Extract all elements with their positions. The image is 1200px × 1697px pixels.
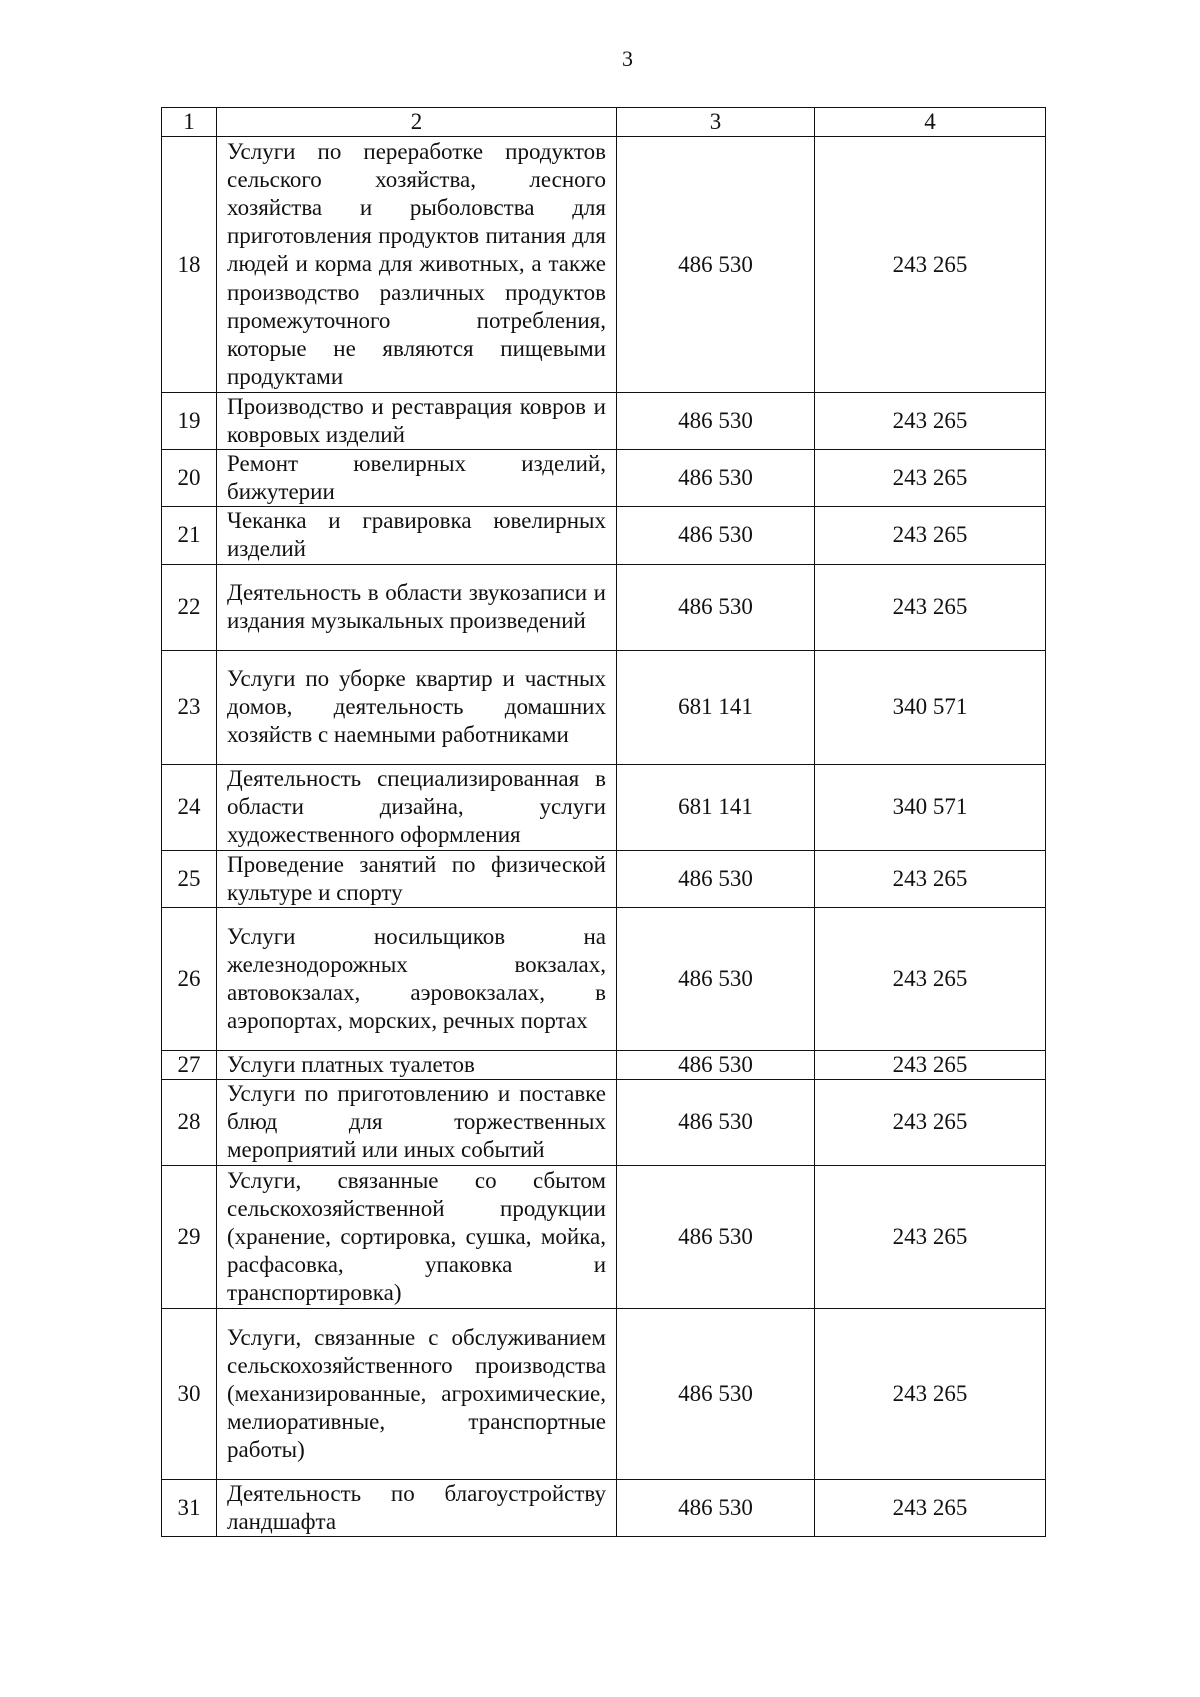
amount-col4: 243 265 bbox=[815, 393, 1046, 450]
amount-col4: 243 265 bbox=[815, 137, 1046, 393]
service-description: Услуги, связанные с обслуживанием сельскохозяйственного производства (механизированные, агрохимические, мелиоративные, транспортные работы) bbox=[217, 1308, 617, 1479]
amount-col3: 486 530 bbox=[617, 137, 815, 393]
table-row bbox=[162, 650, 1046, 764]
amount-col4: 243 265 bbox=[815, 1050, 1046, 1079]
service-description: Услуги, связанные со сбытом сельскохозяйственной продукции (хранение, сортировка, сушка, мойка, расфасовка, упаковка и транспортировка) bbox=[217, 1165, 617, 1308]
amount-col4: 243 265 bbox=[815, 564, 1046, 650]
row-number: 22 bbox=[162, 564, 217, 650]
table-row bbox=[162, 1479, 1046, 1536]
amount-col4: 243 265 bbox=[815, 507, 1046, 564]
amount-col4: 243 265 bbox=[815, 1308, 1046, 1479]
amount-col3: 681 141 bbox=[617, 650, 815, 764]
table-row bbox=[162, 507, 1046, 564]
header-cell-3: 3 bbox=[617, 108, 815, 137]
amount-col3: 486 530 bbox=[617, 1079, 815, 1165]
table-row bbox=[162, 764, 1046, 850]
row-number: 29 bbox=[162, 1165, 217, 1308]
amount-col3: 486 530 bbox=[617, 1308, 815, 1479]
header-cell-1: 1 bbox=[162, 108, 217, 137]
service-description: Услуги по уборке квартир и частных домов, деятельность домашних хозяйств с наемными работниками bbox=[217, 650, 617, 764]
amount-col3: 486 530 bbox=[617, 850, 815, 907]
table-row bbox=[162, 1308, 1046, 1479]
row-number: 26 bbox=[162, 907, 217, 1050]
table-row bbox=[162, 137, 1046, 393]
service-description: Производство и реставрация ковров и ковровых изделий bbox=[217, 393, 617, 450]
table-row bbox=[162, 1079, 1046, 1165]
service-description: Ремонт ювелирных изделий, бижутерии bbox=[217, 450, 617, 507]
amount-col3: 486 530 bbox=[617, 393, 815, 450]
amount-col3: 486 530 bbox=[617, 564, 815, 650]
row-number: 23 bbox=[162, 650, 217, 764]
amount-col4: 243 265 bbox=[815, 450, 1046, 507]
amount-col4: 243 265 bbox=[815, 907, 1046, 1050]
amount-col4: 243 265 bbox=[815, 1165, 1046, 1308]
row-number: 18 bbox=[162, 137, 217, 393]
amount-col3: 486 530 bbox=[617, 907, 815, 1050]
row-number: 24 bbox=[162, 764, 217, 850]
table-row bbox=[162, 450, 1046, 507]
page-number: 3 bbox=[622, 46, 633, 71]
row-number: 21 bbox=[162, 507, 217, 564]
amount-col4: 243 265 bbox=[815, 1479, 1046, 1536]
header-cell-4: 4 bbox=[815, 108, 1046, 137]
amount-col3: 486 530 bbox=[617, 507, 815, 564]
amount-col3: 486 530 bbox=[617, 1165, 815, 1308]
amount-col3: 681 141 bbox=[617, 764, 815, 850]
row-number: 31 bbox=[162, 1479, 217, 1536]
row-number: 19 bbox=[162, 393, 217, 450]
row-number: 28 bbox=[162, 1079, 217, 1165]
table-row bbox=[162, 1165, 1046, 1308]
service-description: Деятельность в области звукозаписи и издания музыкальных произведений bbox=[217, 564, 617, 650]
services-table bbox=[161, 107, 1046, 1537]
service-description: Услуги носильщиков на железнодорожных вокзалах, автовокзалах, аэровокзалах, в аэропортах, морских, речных портах bbox=[217, 907, 617, 1050]
service-description: Деятельность специализированная в области дизайна, услуги художественного оформления bbox=[217, 764, 617, 850]
service-description: Услуги платных туалетов bbox=[217, 1050, 617, 1079]
service-description: Услуги по переработке продуктов сельского хозяйства, лесного хозяйства и рыболовства для приготовления продуктов питания для людей и корма для животных, а также производство различных продуктов промежуточного потребления, которые не являются пищевыми продуктами bbox=[217, 137, 617, 393]
table-row bbox=[162, 850, 1046, 907]
amount-col3: 486 530 bbox=[617, 1050, 815, 1079]
amount-col3: 486 530 bbox=[617, 450, 815, 507]
row-number: 30 bbox=[162, 1308, 217, 1479]
header-row bbox=[162, 108, 1046, 137]
table-row bbox=[162, 393, 1046, 450]
amount-col4: 243 265 bbox=[815, 850, 1046, 907]
table-row bbox=[162, 1050, 1046, 1079]
service-description: Чеканка и гравировка ювелирных изделий bbox=[217, 507, 617, 564]
row-number: 25 bbox=[162, 850, 217, 907]
header-cell-2: 2 bbox=[217, 108, 617, 137]
row-number: 27 bbox=[162, 1050, 217, 1079]
table-row bbox=[162, 564, 1046, 650]
table-row bbox=[162, 907, 1046, 1050]
row-number: 20 bbox=[162, 450, 217, 507]
amount-col4: 340 571 bbox=[815, 764, 1046, 850]
service-description: Деятельность по благоустройству ландшафта bbox=[217, 1479, 617, 1536]
service-description: Услуги по приготовлению и поставке блюд для торжественных мероприятий или иных событий bbox=[217, 1079, 617, 1165]
amount-col4: 243 265 bbox=[815, 1079, 1046, 1165]
amount-col4: 340 571 bbox=[815, 650, 1046, 764]
amount-col3: 486 530 bbox=[617, 1479, 815, 1536]
service-description: Проведение занятий по физической культуре и спорту bbox=[217, 850, 617, 907]
